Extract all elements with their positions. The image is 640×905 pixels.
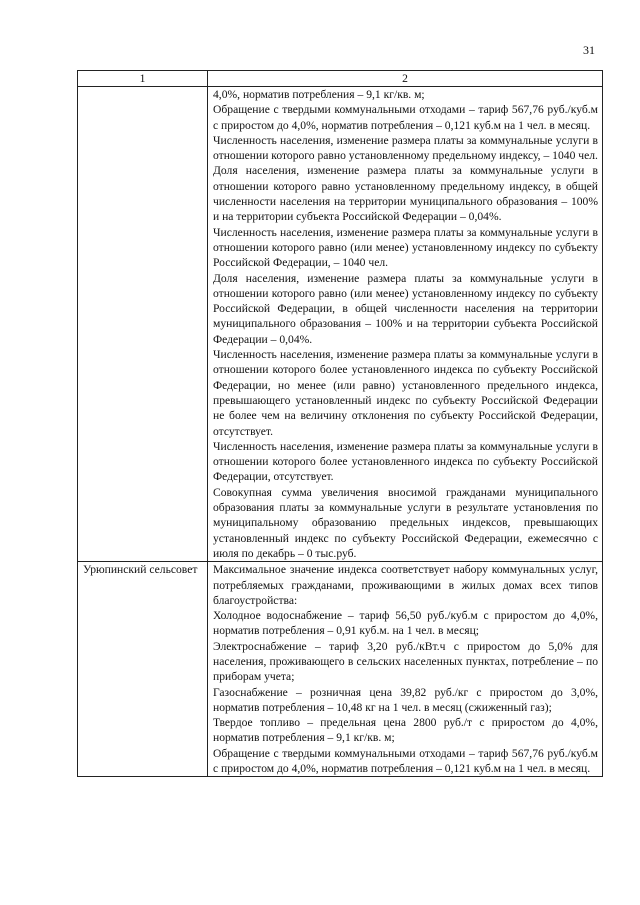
table-row xyxy=(78,562,603,777)
paragraph: Газоснабжение – розничная цена 39,82 руб./кг с приростом до 3,0%, норматив потребления – 10,48 кг на 1 чел. в месяц (сжиженный газ); xyxy=(213,685,598,714)
column-header-1: 1 xyxy=(78,71,208,87)
description-cell xyxy=(208,562,603,777)
paragraph: Численность населения, изменение размера платы за коммунальные услуги в отношении которого более установленного индекса по субъекту Российской Федерации, но менее (или равно) установленного предельного индекса, превышающего установленный индекс по субъекту Российской Федерации не более чем на величину отклонения по субъекту Российской Федерации, отсутствует. xyxy=(213,348,598,438)
paragraph: Холодное водоснабжение – тариф 56,50 руб./куб.м с приростом до 4,0%, норматив потребления – 0,91 куб.м. на 1 чел. в месяц; xyxy=(213,609,598,638)
paragraph: Численность населения, изменение размера платы за коммунальные услуги в отношении которого равно установленному предельному индексу, – 1040 чел. xyxy=(213,133,598,163)
table-header-row xyxy=(78,71,603,87)
paragraph: Электроснабжение – тариф 3,20 руб./кВт.ч с приростом до 5,0% для населения, проживающего в сельских населенных пунктах, потребление – по приборам учета; xyxy=(213,639,598,684)
region-name: Урюпинский сельсовет xyxy=(83,563,198,577)
paragraph: Численность населения, изменение размера платы за коммунальные услуги в отношении которого более установленного индекса по субъекту Российской Федерации, отсутствует. xyxy=(213,439,598,484)
table-row xyxy=(78,87,603,562)
paragraph: 4,0%, норматив потребления – 9,1 кг/кв. м; xyxy=(213,88,425,101)
paragraph: Доля населения, изменение размера платы за коммунальные услуги в отношении которого равно (или менее) установленному индексу по субъекту Российской Федерации, в общей численности населения на территории муниципального образования – 100% и на территории субъекта Российской Федерации – 0,04%. xyxy=(213,271,598,346)
column-header-2: 2 xyxy=(208,71,603,87)
region-cell xyxy=(78,562,208,777)
region-cell xyxy=(78,87,208,562)
data-table xyxy=(77,70,603,777)
paragraph: Доля населения, изменение размера платы за коммунальные услуги в отношении которого равно установленному предельному индексу, в общей численности населения на территории муниципального образования – 100% и на территории субъекта Российской Федерации – 0,04%. xyxy=(213,164,598,224)
paragraph: Совокупная сумма увеличения вносимой гражданами муниципального образования платы за коммунальные услуги в результате установления по муниципальному образованию предельных индексов, превышающих установленный индекс по субъекту Российской Федерации, ежемесячно с июля по декабрь – 0 тыс.руб. xyxy=(213,485,598,560)
page-number: 31 xyxy=(583,43,595,57)
paragraph: Обращение с твердыми коммунальными отходами – тариф 567,76 руб./куб.м с приростом до 4,0%, норматив потребления – 0,121 куб.м на 1 чел. в месяц. xyxy=(213,103,598,132)
paragraph: Твердое топливо – предельная цена 2800 руб./т с приростом до 4,0%, норматив потребления – 9,1 кг/кв. м; xyxy=(213,716,598,745)
paragraph: Обращение с твердыми коммунальными отходами – тариф 567,76 руб./куб.м с приростом до 4,0%, норматив потребления – 0,121 куб.м на 1 чел. в месяц. xyxy=(213,746,598,776)
paragraph: Максимальное значение индекса соответствует набору коммунальных услуг, потребляемых гражданами, проживающими в жилых домах всех типов благоустройства: xyxy=(213,563,598,607)
paragraph: Численность населения, изменение размера платы за коммунальные услуги в отношении которого равно (или менее) установленному индексу по субъекту Российской Федерации, – 1040 чел. xyxy=(213,225,598,270)
description-cell xyxy=(208,87,603,562)
